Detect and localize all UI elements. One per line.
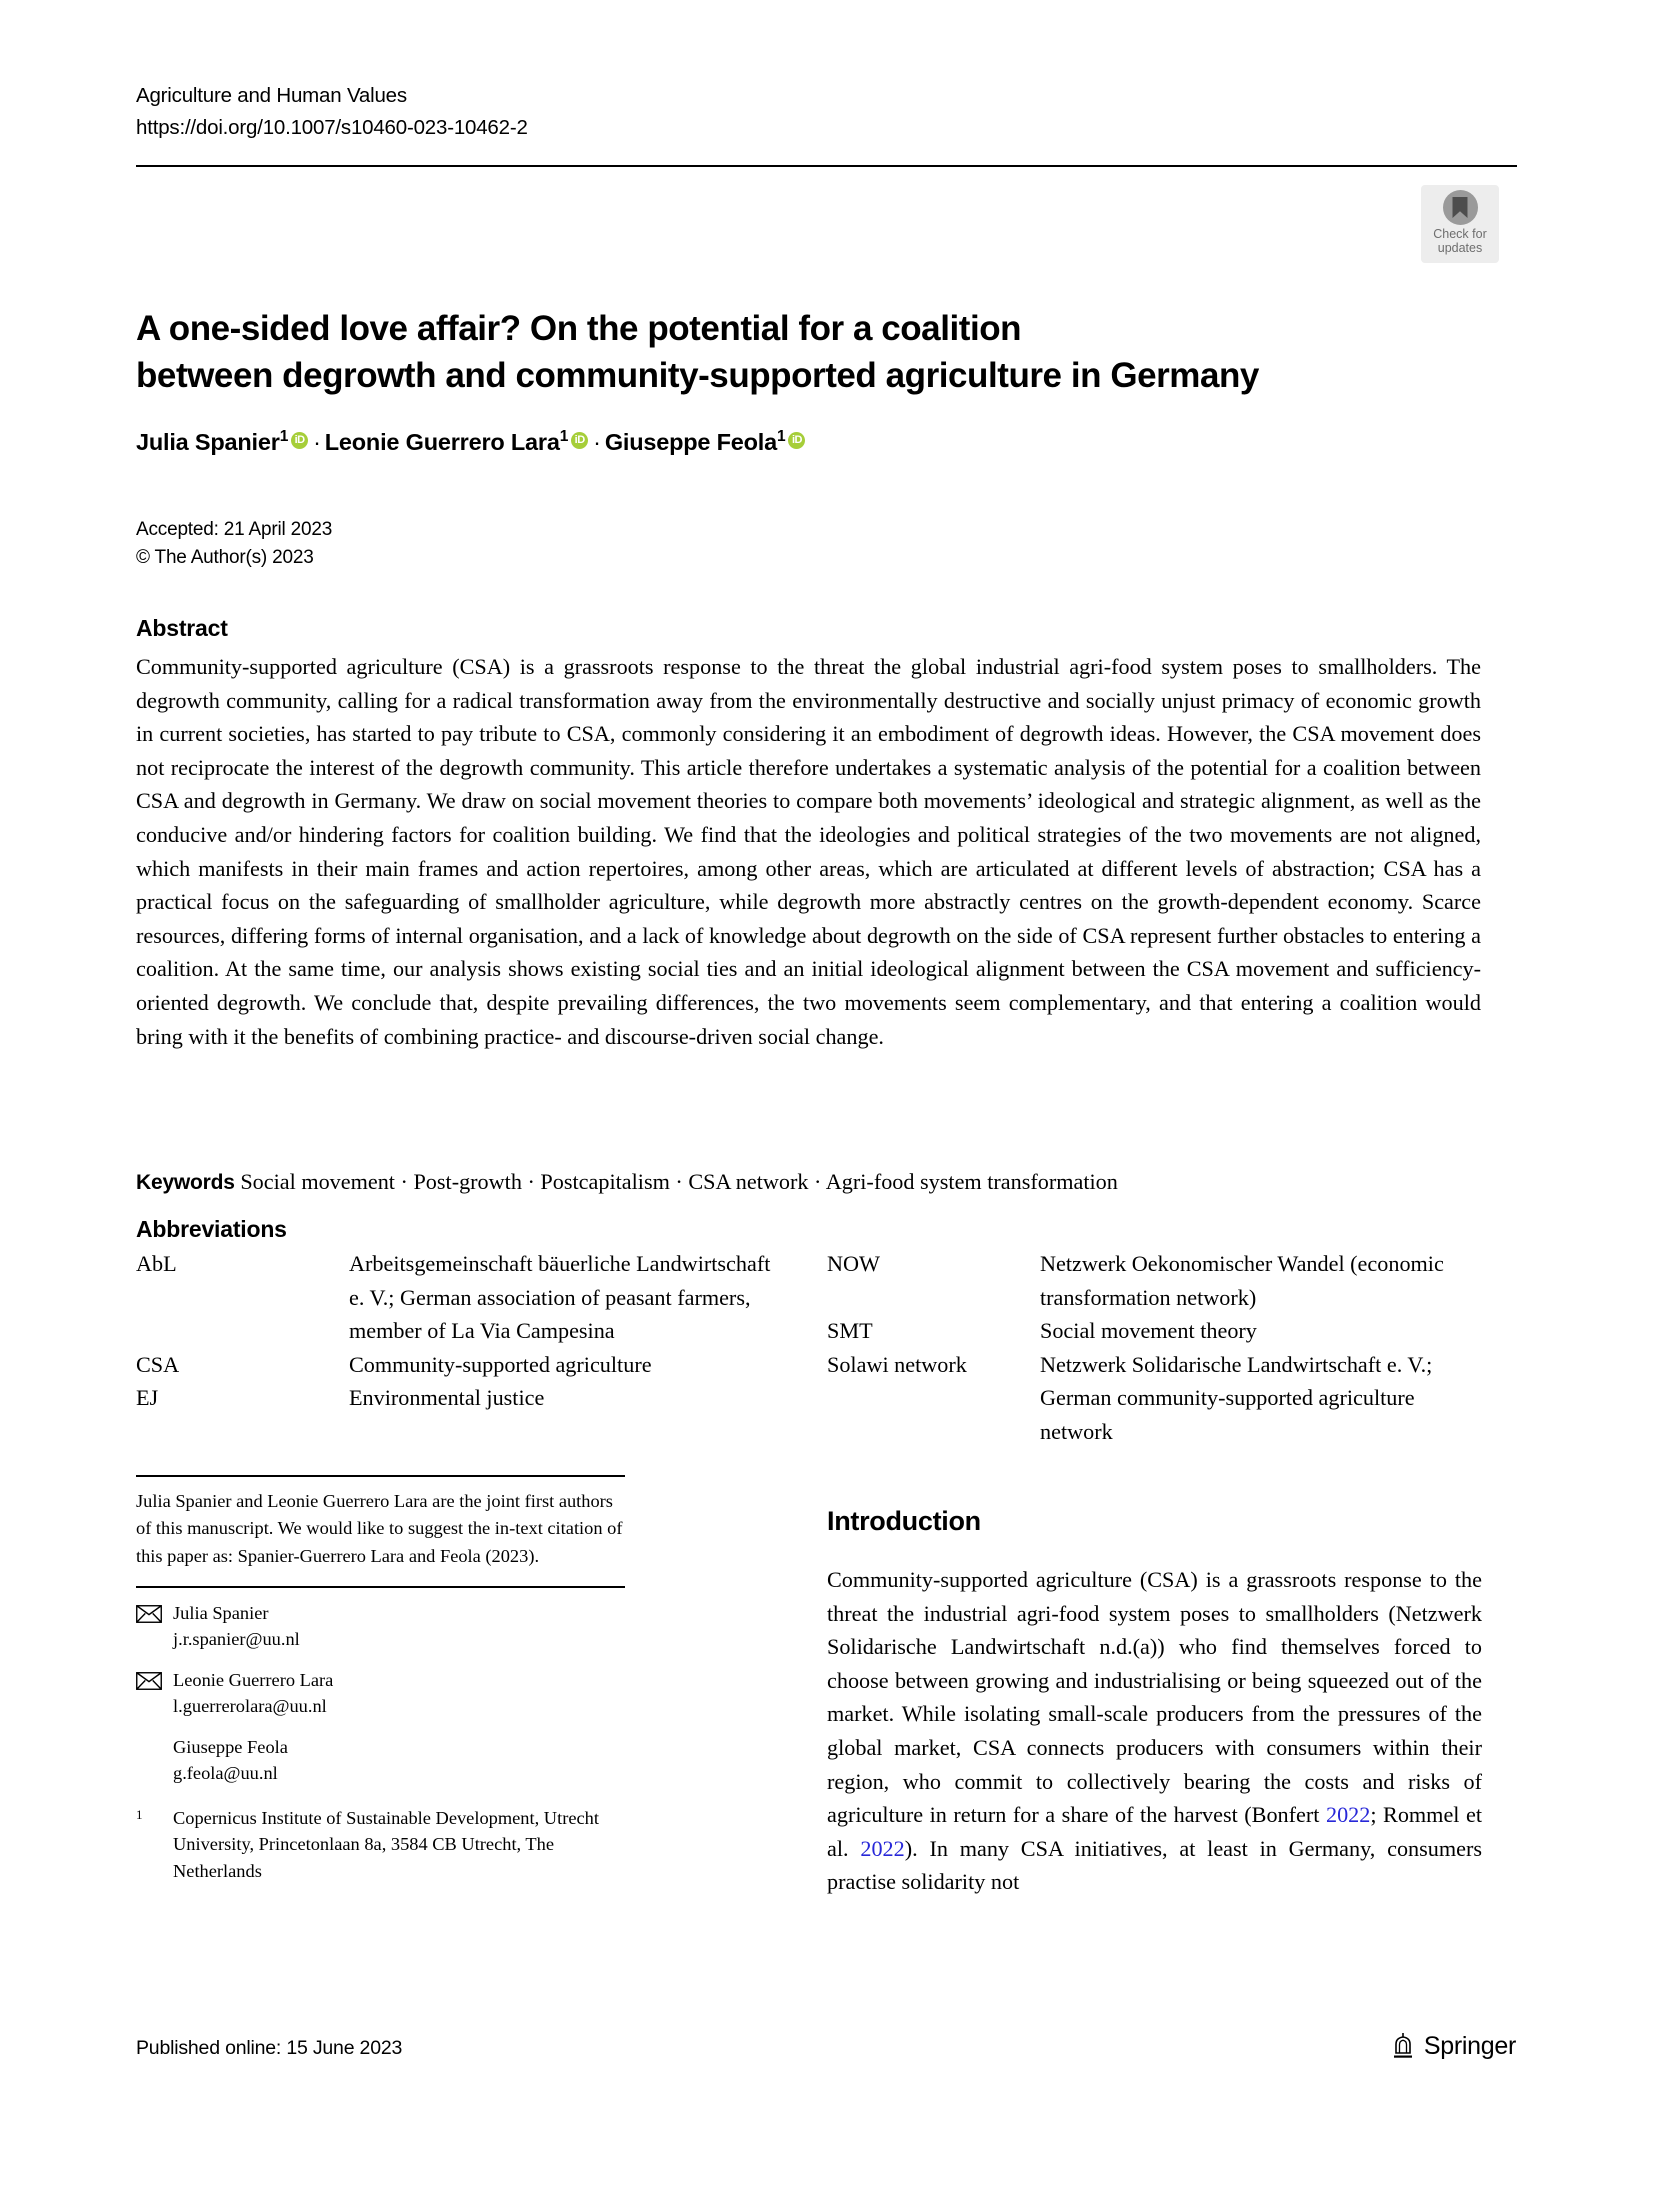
keywords-label: Keywords (136, 1171, 235, 1194)
abbreviation-key: Solawi network (827, 1351, 967, 1377)
contact-name: Leonie Guerrero Lara (173, 1669, 334, 1690)
abbreviation-value: Social movement theory (1040, 1318, 1257, 1343)
copyright-line: © The Author(s) 2023 (136, 546, 314, 568)
list-item (136, 1667, 791, 1720)
journal-name: Agriculture and Human Values (136, 84, 407, 107)
doi-link[interactable]: https://doi.org/10.1007/s10460-023-10462-2 (136, 115, 528, 139)
author-2-affiliation-marker: 1 (559, 428, 569, 445)
page-title (136, 306, 1466, 399)
abbreviation-value: Netzwerk Solidarische Landwirtschaft e. V.; German community-supported agriculture network (1040, 1351, 1433, 1444)
affiliation-text: Copernicus Institute of Sustainable Development, Utrecht University, Princetonlaan 8a, 3584 CB Utrecht, The Netherlands (173, 1807, 599, 1881)
contact-name: Giuseppe Feola (173, 1736, 288, 1757)
footnote-block (136, 1475, 791, 1885)
contact-info (173, 1600, 300, 1653)
accepted-date: Accepted: 21 April 2023 (136, 519, 333, 540)
list-item (136, 1600, 791, 1653)
orcid-icon-author-2[interactable] (571, 432, 588, 449)
author-2 (325, 429, 568, 455)
abbreviations-table-right (827, 1247, 1482, 1448)
affiliation-number: 1 (136, 1806, 143, 1822)
title-line-1: A one-sided love affair? On the potential for a coalition (136, 309, 1022, 349)
springer-mark-icon (1391, 2031, 1415, 2061)
table-row (827, 1348, 1482, 1449)
affiliation-item (136, 1805, 791, 1885)
citation-link-bonfert[interactable]: 2022 (1325, 1802, 1371, 1828)
keywords-row (136, 1165, 1481, 1199)
intro-part-3: ). In many CSA initiatives, at least in Germany, consumers practise solidarity not (827, 1835, 1483, 1895)
contact-list (136, 1600, 791, 1787)
contact-name: Julia Spanier (173, 1602, 269, 1623)
published-online-date: Published online: 15 June 2023 (136, 2037, 403, 2059)
crossmark-label-line2: updates (1437, 241, 1483, 256)
contact-email[interactable]: g.feola@uu.nl (173, 1763, 278, 1783)
author-3 (605, 429, 786, 455)
table-row (827, 1247, 1482, 1314)
introduction-heading: Introduction (827, 1506, 981, 1536)
contact-info (173, 1667, 333, 1720)
table-row (136, 1381, 791, 1415)
author-2-name: Leonie Guerrero Lara (324, 428, 560, 455)
orcid-icon-author-1[interactable] (291, 432, 308, 449)
intro-part-1: Community-supported agriculture (CSA) is a grassroots response to the threat the industrial agri-food system poses to smallholders (Netzwerk Solidarische Landwirtschaft n.d.(a)) who find themselves forced to choose between growing and industrialising or being squeezed out of the market. While isolating small-scale producers from the pressures of the global market, CSA connects producers with consumers within their region, who commit to collectively bearing the costs and risks of agriculture in return for a share of the harvest (Bonfert (827, 1567, 1482, 1828)
author-1 (136, 429, 288, 455)
springer-logo (1391, 2031, 1516, 2061)
abbreviation-key: EJ (136, 1385, 159, 1410)
orcid-icon-author-3[interactable] (788, 432, 805, 449)
abbreviation-key: NOW (827, 1251, 880, 1276)
citation-link-rommel[interactable]: 2022 (860, 1835, 905, 1861)
abbreviation-key: SMT (827, 1318, 873, 1343)
table-row (136, 1348, 791, 1382)
left-column (136, 1216, 791, 1884)
list-item (136, 1734, 791, 1787)
abbreviations-table-left (136, 1247, 791, 1415)
abbreviation-value: Community-supported agriculture (349, 1351, 652, 1377)
abbreviation-value: Netzwerk Oekonomischer Wandel (economic transformation network) (1040, 1251, 1444, 1310)
abstract-text: Community-supported agriculture (CSA) is a grassroots response to the threat the global industrial agri-food system poses to smallholders. The degrowth community, calling for a radical transformation away from the environmentally destructive and socially unjust primacy of economic growth in current societies, has started to pay tribute to CSA, commonly considering it an embodiment of degrowth ideas. However, the CSA movement does not reciprocate the interest of the degrowth community. This article therefore undertakes a systematic analysis of the potential for a coalition between CSA and degrowth in Germany. We draw on social movement theories to compare both movements’ ideological and strategic alignment, as well as the conducive and/or hindering factors for coalition building. We find that the ideologies and political strategies of the two movements are not aligned, which manifests in their main frames and action repertoires, among other areas, which are articulated at different levels of abstraction; CSA has a practical focus on the safeguarding of smallholder agriculture, while degrowth more abstractly centres on the growth-dependent economy. Scarce resources, differing forms of internal organisation, and a lack of knowledge about degrowth on the side of CSA represent further obstacles to entering a coalition. At the same time, our analysis shows existing social ties and an initial ideological alignment between the CSA movement and sufficiency-oriented degrowth. We conclude that, despite prevailing differences, the two movements seem complementary, and that entering a coalition would bring with it the benefits of combining practice- and discourse-driven social change. (136, 654, 1481, 1049)
author-separator-1: · (313, 428, 321, 455)
crossmark-label-line1: Check for (1433, 227, 1487, 241)
check-for-updates-badge[interactable] (1421, 185, 1499, 263)
table-row (827, 1314, 1482, 1348)
abbreviation-key: CSA (136, 1351, 180, 1377)
abbreviations-heading: Abbreviations (136, 1216, 287, 1242)
contacts-divider (136, 1586, 625, 1588)
author-3-name: Giuseppe Feola (604, 428, 778, 455)
envelope-icon (136, 1605, 162, 1623)
author-list (136, 428, 1466, 456)
footnote-divider (136, 1475, 625, 1477)
contact-email[interactable]: l.guerrerolara@uu.nl (173, 1696, 327, 1716)
author-3-affiliation-marker: 1 (777, 428, 786, 445)
introduction-paragraph (827, 1563, 1482, 1899)
contact-email[interactable]: j.r.spanier@uu.nl (173, 1629, 300, 1649)
right-column (827, 1216, 1482, 1899)
table-row (136, 1247, 791, 1348)
introduction-section (827, 1506, 1482, 1899)
crossmark-bookmark-icon (1443, 190, 1478, 225)
intro-part-2: ; Rommel et al. (827, 1802, 1482, 1861)
abbreviation-key: AbL (136, 1251, 177, 1276)
author-1-name: Julia Spanier (136, 428, 280, 455)
title-line-2: between degrowth and community-supported agriculture in Germany (136, 355, 1259, 395)
envelope-icon (136, 1672, 162, 1690)
abstract-heading: Abstract (136, 615, 228, 641)
abbreviation-value: Environmental justice (349, 1385, 545, 1410)
keywords-terms: Social movement · Post-growth · Postcapitalism · CSA network · Agri-food system transformation (240, 1169, 1118, 1194)
joint-authors-note: Julia Spanier and Leonie Guerrero Lara are the joint first authors of this manuscript. We would like to suggest the in-text citation of this paper as: Spanier-Guerrero Lara and Feola (2023). (136, 1490, 623, 1566)
header-divider (136, 165, 1517, 167)
author-1-affiliation-marker: 1 (279, 428, 289, 445)
contact-info (173, 1734, 288, 1787)
abbreviation-value: Arbeitsgemeinschaft bäuerliche Landwirtschaft e. V.; German association of peasant farmers, member of La Via Campesina (349, 1251, 771, 1343)
publication-meta (136, 516, 332, 571)
author-separator-2: · (593, 428, 601, 455)
journal-header (136, 82, 1516, 141)
springer-wordmark: Springer (1423, 2031, 1516, 2060)
